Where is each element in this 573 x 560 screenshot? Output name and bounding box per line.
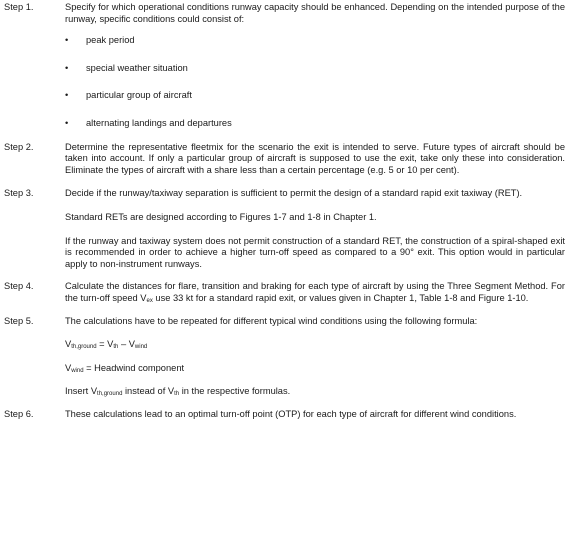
- bullet-icon: •: [65, 62, 69, 73]
- step-text: The calculations have to be repeated for different typical wind conditions using the following formula:: [65, 315, 478, 326]
- formula-ground-speed: $V_{th,ground} = V_{th} - V_{wind}$: [65, 339, 148, 351]
- step-content: [65, 188, 565, 270]
- formula-headwind: $V_{wind}$ = Headwind component: [65, 362, 185, 374]
- step-4: [4, 281, 565, 304]
- step-label: Step 6.: [4, 408, 34, 419]
- list-item: • special weather situation: [65, 62, 188, 73]
- step-label: Step 2.: [4, 141, 34, 152]
- step-content: [65, 142, 565, 177]
- step-content: [65, 2, 565, 130]
- step-label: Step 5.: [4, 315, 34, 326]
- step-text: Standard RETs are designed according to Figures 1-7 and 1-8 in Chapter 1.: [65, 211, 377, 222]
- list-item: • particular group of aircraft: [65, 90, 192, 101]
- step-text: If the runway and taxiway system does not permit construction of a standard RET, the construction of a spiral-shaped exit is recommended in order to achieve a higher turn-off speed as compared to a 90° exit. This option would in particular apply to non-instrument runways.: [65, 235, 565, 269]
- step-text: Determine the representative fleetmix for the scenario the exit is intended to serve. Future types of aircraft should be taken into account. If only a particular group of aircraft is supposed to use the exit, take only these into consideration. Eliminate the types of aircraft with a share less than a certain percentage (e.g. 5 or 10 per cent).: [65, 141, 565, 175]
- step-text: Decide if the runway/taxiway separation is sufficient to permit the design of a standard rapid exit taxiway (RET).: [65, 188, 523, 199]
- step-content: [65, 316, 565, 398]
- step-label: Step 4.: [4, 281, 34, 292]
- step-2: [4, 142, 565, 177]
- step-1: [4, 2, 565, 130]
- formula-instruction: Insert $V_{th,ground}$ instead of $V_{th}$ in the respective formulas.: [65, 386, 291, 398]
- step-label: Step 3.: [4, 188, 34, 199]
- bullet-icon: •: [65, 35, 69, 46]
- step-6: [4, 409, 565, 421]
- step-5: [4, 316, 565, 398]
- step-text: Calculate the distances for flare, transition and braking for each type of aircraft by using the Three Segment Method. For the turn-off speed $V_{ex}$ use 33 kt for a standard rapid exit, or values given in Chapter 1, Table 1-8 and Figure 1-10.: [65, 281, 565, 304]
- bullet-icon: •: [65, 117, 69, 128]
- step-text: Specify for which operational conditions runway capacity should be enhanced. Depending on the intended purpose of the runway, specific conditions could consist of:: [65, 2, 565, 24]
- step-text: These calculations lead to an optimal turn-off point (OTP) for each type of aircraft for different wind conditions.: [65, 408, 517, 419]
- step-content: [65, 281, 565, 304]
- step-3: [4, 188, 565, 270]
- bullet-icon: •: [65, 90, 69, 101]
- condition-list: [65, 35, 565, 129]
- list-item: • peak period: [65, 35, 135, 46]
- list-item: • alternating landings and departures: [65, 117, 232, 128]
- step-content: [65, 409, 565, 421]
- step-label: Step 1.: [4, 2, 34, 12]
